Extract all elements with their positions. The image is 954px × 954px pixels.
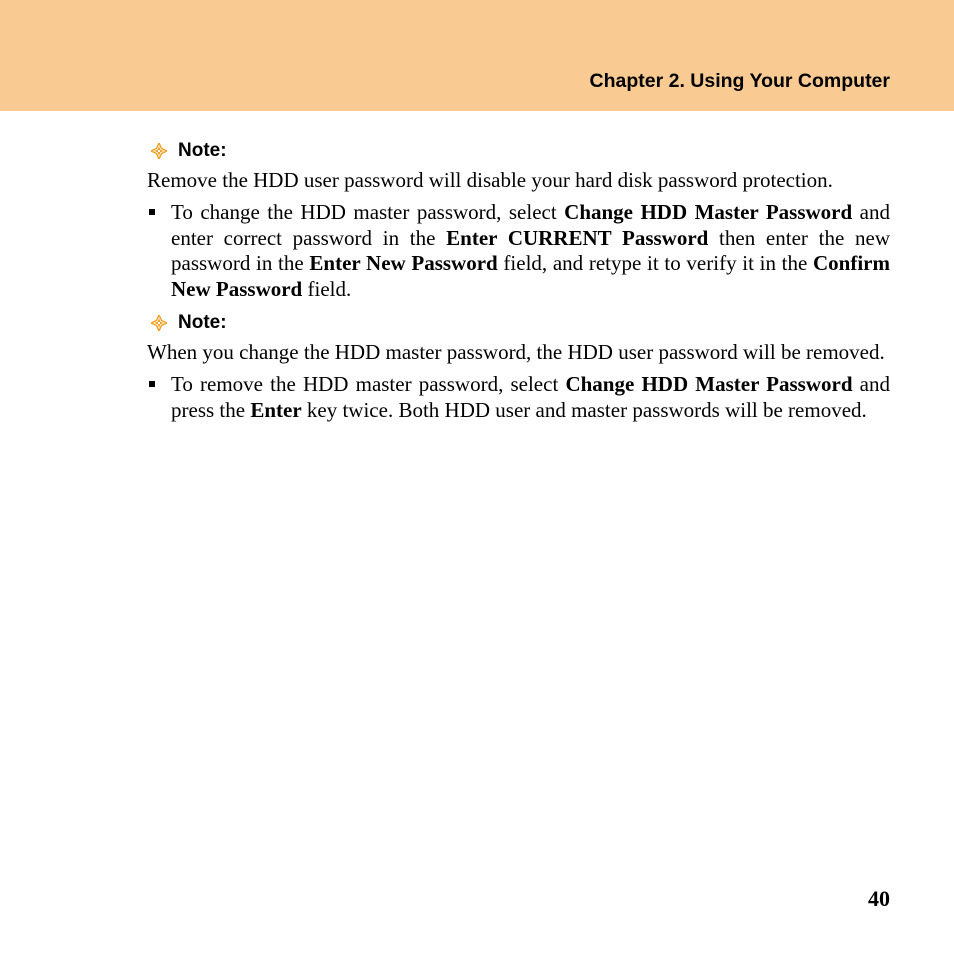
key-name: Enter: [250, 397, 302, 422]
note-text: Remove the HDD user password will disable your hard disk password protection.: [147, 168, 833, 192]
field-name: Enter CURRENT Password: [446, 225, 709, 250]
square-bullet-icon: [149, 381, 155, 387]
bullet-text: and enter correct password in the: [171, 200, 890, 250]
bullet-text: field, and retype it to verify it in the: [497, 251, 813, 275]
diamond-note-icon: [151, 315, 167, 331]
note-text: When you change the HDD master password, the HDD user password will be removed.: [147, 340, 885, 364]
list-item: [147, 200, 890, 302]
chapter-title: Chapter 2. Using Your Computer: [589, 70, 890, 92]
note-label: Note:: [178, 312, 227, 333]
bullet-text: key twice. Both HDD user and master passwords will be removed.: [301, 397, 867, 422]
diamond-note-icon: [151, 143, 167, 159]
note-heading: [151, 308, 890, 338]
note-heading: [151, 136, 890, 166]
page-content: [147, 136, 890, 423]
menu-option-name: Change HDD Master Password: [564, 200, 853, 224]
page-number: 40: [868, 886, 890, 911]
bullet-text: field.: [302, 276, 352, 301]
bullet-text: then enter the new password in the: [171, 225, 890, 275]
list-item: [147, 372, 890, 423]
bullet-text: To remove the HDD master password, select: [171, 372, 566, 396]
square-bullet-icon: [149, 209, 155, 215]
menu-option-name: Change HDD Master Password: [565, 372, 853, 396]
header-band: [0, 0, 954, 111]
field-name: Confirm New Password: [171, 251, 890, 301]
bullet-text: To change the HDD master password, select: [171, 200, 565, 224]
bullet-text: and press the: [171, 372, 890, 422]
field-name: Enter New Password: [309, 251, 498, 275]
note-label: Note:: [178, 140, 227, 161]
